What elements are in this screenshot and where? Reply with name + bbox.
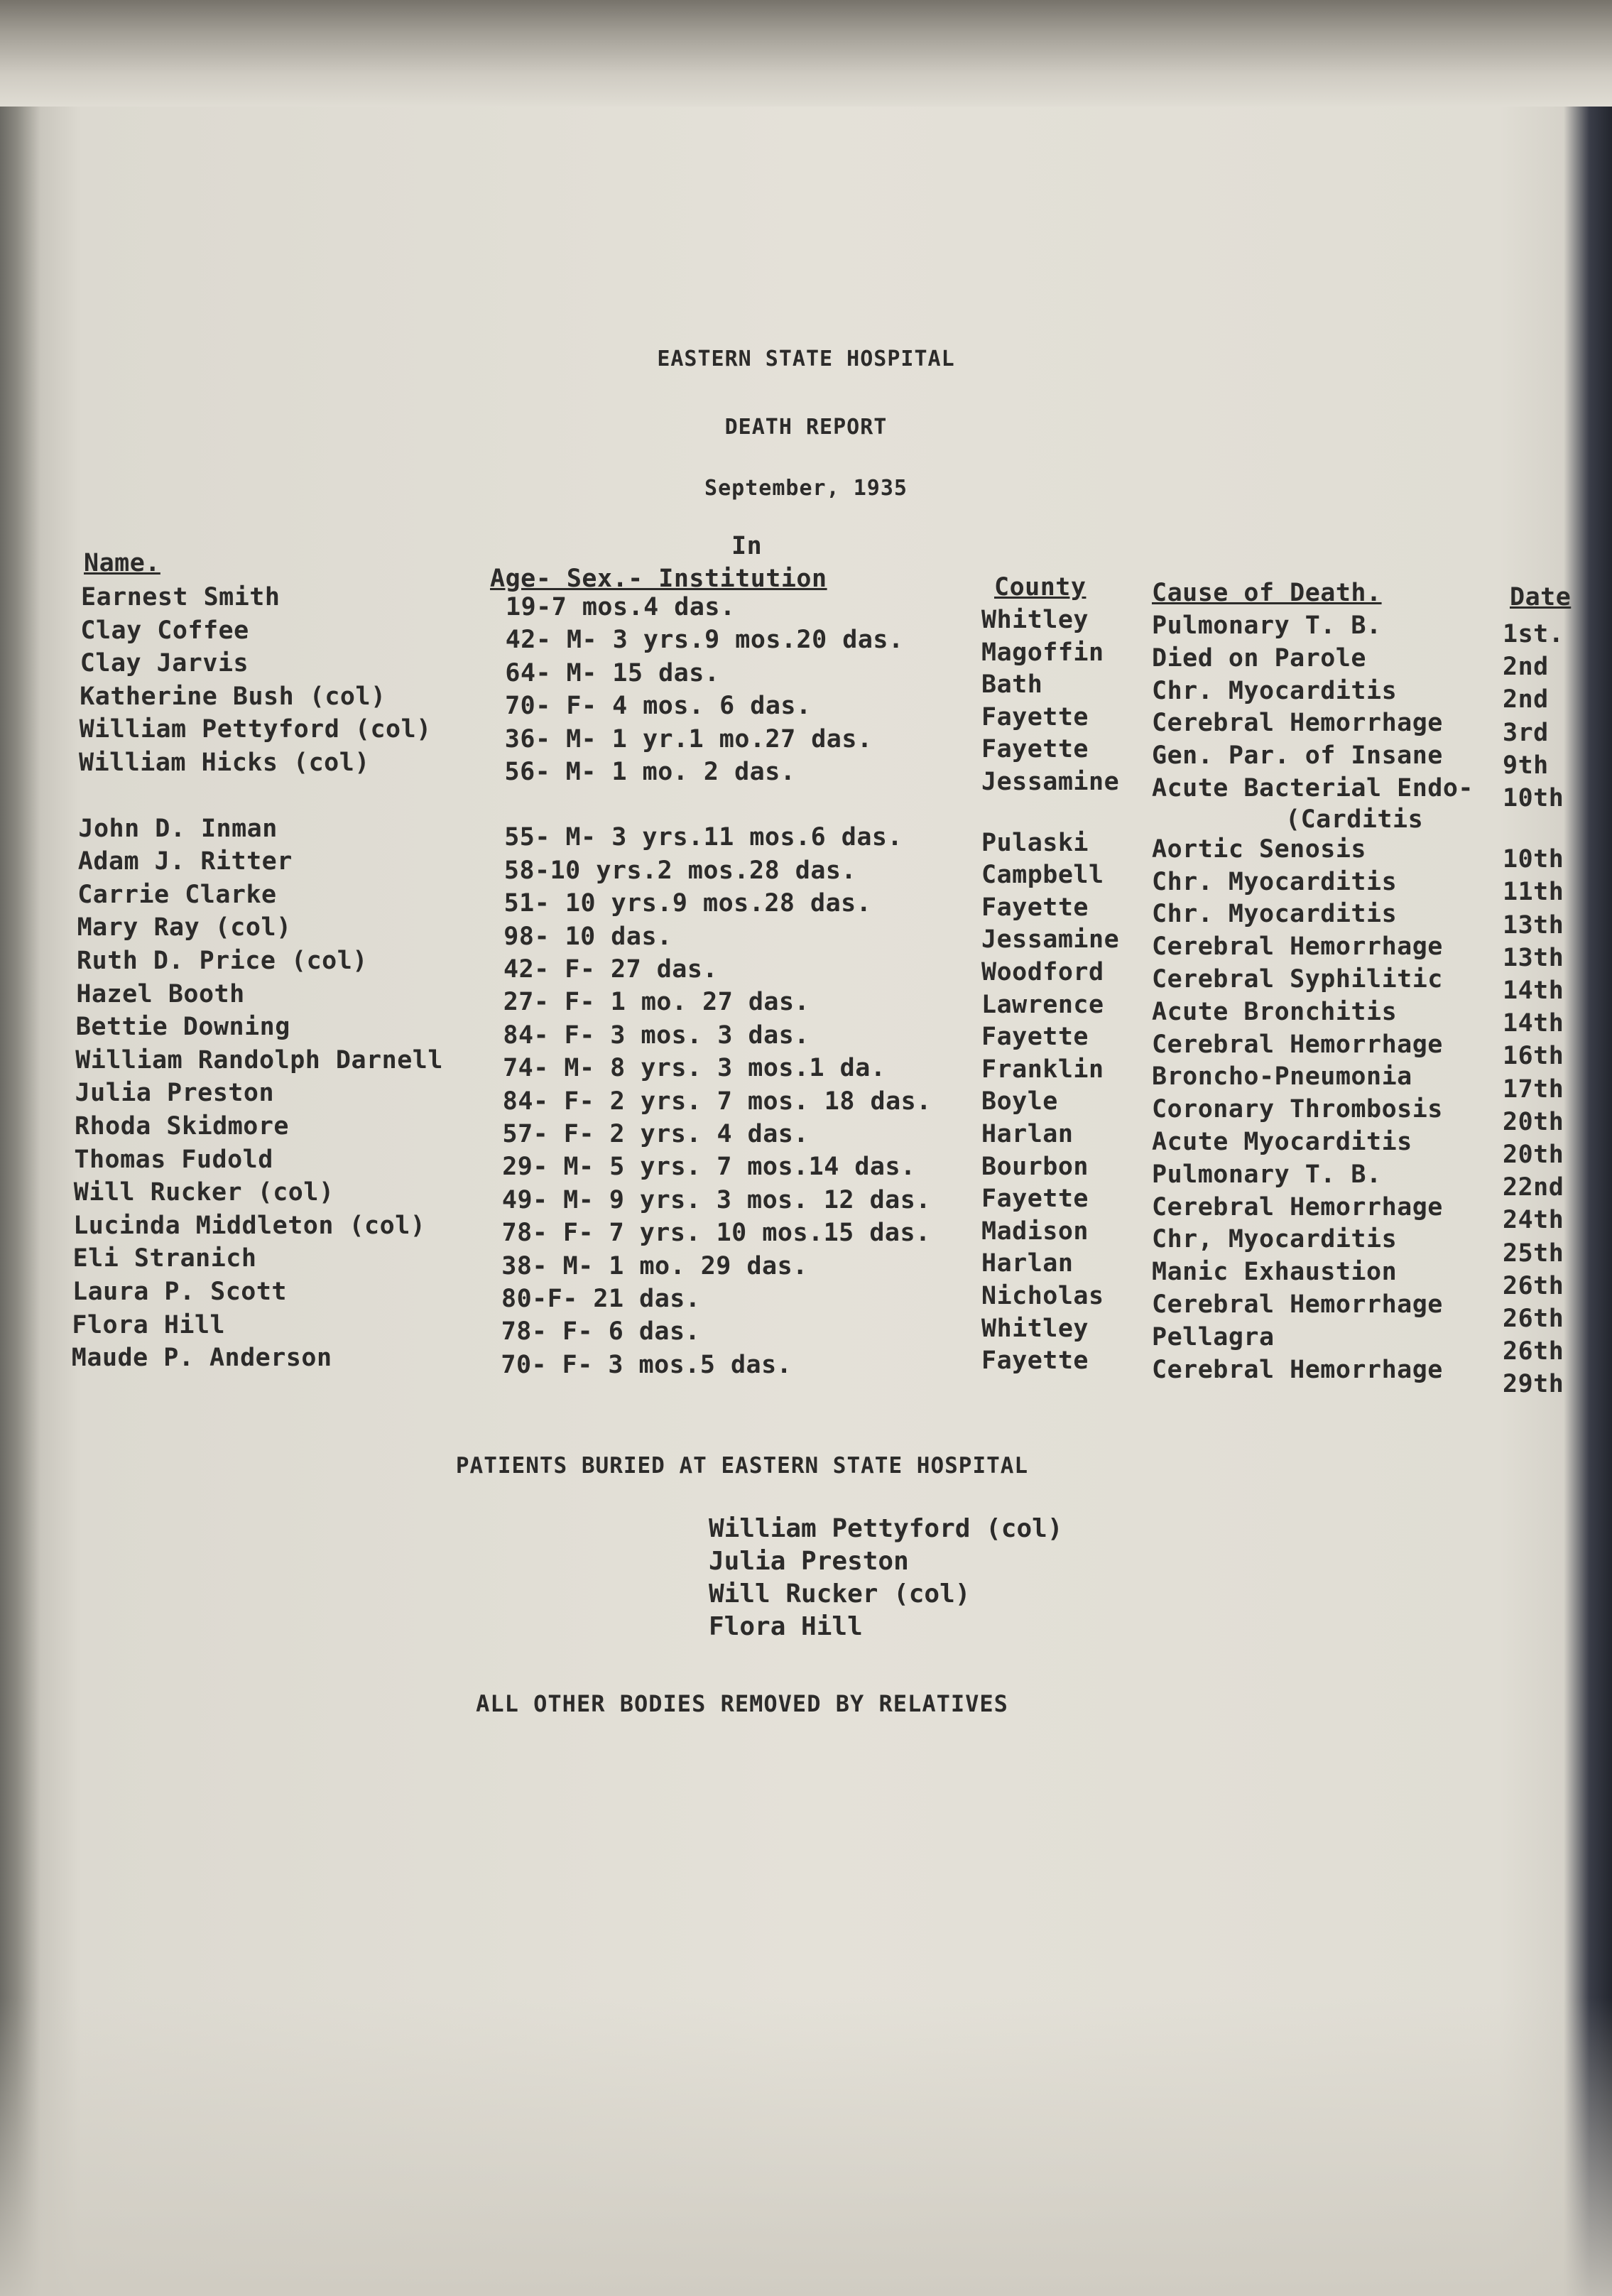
row-cause: Chr. Myocarditis bbox=[1152, 867, 1398, 896]
row-date: 22nd bbox=[1503, 1173, 1564, 1202]
header-county: County bbox=[994, 573, 1087, 602]
buried-name: William Pettyford (col) bbox=[709, 1514, 1063, 1543]
row-date: 13th bbox=[1503, 910, 1564, 940]
report-heading: EASTERN STATE HOSPITAL bbox=[657, 347, 955, 371]
row-county: Harlan bbox=[981, 1249, 1074, 1278]
row-age-sex: 38- M- 1 mo. 29 das. bbox=[501, 1251, 808, 1280]
buried-list bbox=[709, 1513, 1063, 1643]
row-county: Campbell bbox=[981, 861, 1104, 890]
row-cause: Chr. Myocarditis bbox=[1152, 900, 1398, 929]
buried-name: Flora Hill bbox=[709, 1612, 863, 1641]
row-cause: Cerebral Hemorrhage bbox=[1152, 1192, 1443, 1222]
row-name: Earnest Smith bbox=[81, 583, 281, 611]
row-cause: Acute Bacterial Endo- bbox=[1152, 774, 1474, 802]
row-age-sex: 58-10 yrs.2 mos.28 das. bbox=[503, 856, 857, 885]
row-date: 2nd bbox=[1503, 653, 1549, 682]
row-county: Pulaski bbox=[981, 828, 1089, 857]
row-name: Rhoda Skidmore bbox=[75, 1112, 290, 1141]
row-age-sex: 19-7 mos.4 das. bbox=[506, 593, 736, 621]
row-age-sex: 27- F- 1 mo. 27 das. bbox=[503, 988, 810, 1017]
row-county: Boyle bbox=[981, 1087, 1058, 1116]
row-age-sex: 70- F- 4 mos. 6 das. bbox=[505, 692, 812, 721]
row-name: Lucinda Middleton (col) bbox=[73, 1211, 426, 1240]
row-county: Fayette bbox=[981, 1346, 1089, 1376]
row-age-sex: 78- F- 6 das. bbox=[501, 1317, 701, 1346]
row-cause: Cerebral Hemorrhage bbox=[1152, 932, 1443, 962]
row-county: Whitley bbox=[981, 606, 1089, 634]
row-name: Carrie Clarke bbox=[77, 880, 277, 909]
row-cause: Cerebral Hemorrhage bbox=[1152, 1030, 1443, 1059]
row-age-sex: 64- M- 15 das. bbox=[505, 658, 720, 687]
row-date: 9th bbox=[1503, 751, 1549, 780]
report-footer: ALL OTHER BODIES REMOVED BY RELATIVES bbox=[476, 1690, 1008, 1717]
row-county: Fayette bbox=[981, 735, 1089, 764]
row-age-sex: 84- F- 3 mos. 3 das. bbox=[503, 1021, 810, 1050]
row-county: Woodford bbox=[981, 958, 1104, 986]
row-date: 26th bbox=[1503, 1337, 1564, 1366]
row-name: Bettie Downing bbox=[75, 1013, 290, 1042]
row-age-sex: 29- M- 5 yrs. 7 mos.14 das. bbox=[502, 1153, 916, 1182]
row-county: Magoffin bbox=[981, 638, 1104, 667]
row-age-sex: 36- M- 1 yr.1 mo.27 das. bbox=[504, 724, 873, 753]
row-age-sex: 80-F- 21 das. bbox=[501, 1285, 701, 1313]
row-age-sex: 49- M- 9 yrs. 3 mos. 12 das. bbox=[501, 1185, 931, 1214]
row-date: 25th bbox=[1503, 1239, 1564, 1268]
row-date: 10th bbox=[1503, 784, 1564, 812]
row-cause: Aortic Senosis bbox=[1152, 834, 1367, 864]
report-subheading: DEATH REPORT bbox=[724, 415, 888, 440]
row-name: William Randolph Darnell bbox=[75, 1045, 443, 1074]
row-name: Laura P. Scott bbox=[72, 1278, 288, 1306]
row-date: 1st. bbox=[1503, 620, 1564, 648]
row-date: 14th bbox=[1503, 976, 1564, 1005]
row-cause: Acute Myocarditis bbox=[1152, 1128, 1412, 1156]
row-name: Flora Hill bbox=[72, 1310, 226, 1339]
row-date: 3rd bbox=[1503, 718, 1549, 747]
row-name: William Pettyford (col) bbox=[79, 715, 432, 744]
header-cause: Cause of Death. bbox=[1152, 579, 1382, 607]
row-name: Adam J. Ritter bbox=[77, 847, 293, 876]
row-cause: Broncho-Pneumonia bbox=[1152, 1062, 1412, 1092]
row-county: Nicholas bbox=[981, 1282, 1104, 1310]
row-age-sex: 42- M- 3 yrs.9 mos.20 das. bbox=[505, 626, 904, 655]
row-cause: Pellagra bbox=[1152, 1322, 1275, 1351]
row-name: Hazel Booth bbox=[76, 979, 245, 1008]
row-age-sex: 74- M- 8 yrs. 3 mos.1 da. bbox=[503, 1054, 886, 1083]
row-county: Jessamine bbox=[981, 925, 1120, 954]
report-period: September, 1935 bbox=[704, 476, 908, 501]
buried-name: Will Rucker (col) bbox=[709, 1579, 971, 1609]
row-county: Harlan bbox=[981, 1120, 1074, 1148]
row-date: 14th bbox=[1503, 1009, 1564, 1038]
row-name: Ruth D. Price (col) bbox=[77, 947, 368, 975]
row-cause: Cerebral Hemorrhage bbox=[1152, 709, 1443, 738]
header-age-sex: Age- Sex.- Institution bbox=[490, 565, 827, 593]
row-cause: Manic Exhaustion bbox=[1152, 1258, 1398, 1287]
row-name: Mary Ray (col) bbox=[77, 913, 292, 942]
row-county: Bath bbox=[981, 670, 1043, 700]
row-county: Fayette bbox=[981, 893, 1089, 922]
row-age-sex: 70- F- 3 mos.5 das. bbox=[501, 1350, 793, 1379]
row-date: 20th bbox=[1503, 1141, 1564, 1169]
row-date: 26th bbox=[1503, 1305, 1564, 1333]
row-age-sex: 56- M- 1 mo. 2 das. bbox=[504, 758, 796, 786]
row-date: 20th bbox=[1503, 1107, 1564, 1136]
row-cause: Gen. Par. of Insane bbox=[1152, 741, 1443, 771]
header-name: Name. bbox=[84, 549, 160, 577]
row-county: Fayette bbox=[981, 1185, 1089, 1214]
row-name: John D. Inman bbox=[78, 814, 278, 843]
row-age-sex: 78- F- 7 yrs. 10 mos.15 das. bbox=[501, 1219, 931, 1248]
row-county: Jessamine bbox=[981, 768, 1120, 796]
row-name: Thomas Fudold bbox=[74, 1145, 273, 1174]
row-age-sex: 98- 10 das. bbox=[503, 922, 672, 951]
buried-title: PATIENTS BURIED AT EASTERN STATE HOSPITAL bbox=[455, 1453, 1029, 1479]
row-date: 29th bbox=[1503, 1370, 1564, 1399]
row-name: Clay Coffee bbox=[80, 616, 249, 645]
row-name: Clay Jarvis bbox=[80, 649, 249, 678]
row-age-sex: 84- F- 2 yrs. 7 mos. 18 das. bbox=[502, 1087, 932, 1116]
row-cause: Cerebral Hemorrhage bbox=[1152, 1355, 1443, 1384]
header-in: In bbox=[731, 532, 763, 560]
row-name: Maude P. Anderson bbox=[71, 1344, 332, 1373]
row-age-sex: 51- 10 yrs.9 mos.28 das. bbox=[503, 889, 872, 918]
row-name: Eli Stranich bbox=[72, 1244, 257, 1273]
row-date: 13th bbox=[1503, 943, 1564, 972]
row-cause: Chr. Myocarditis bbox=[1152, 676, 1398, 705]
row-date: 2nd bbox=[1503, 685, 1549, 714]
row-date: 17th bbox=[1503, 1074, 1564, 1104]
row-cause: Coronary Thrombosis bbox=[1152, 1095, 1443, 1124]
row-date: 26th bbox=[1503, 1271, 1564, 1300]
row-date: 11th bbox=[1503, 878, 1564, 907]
row-county: Bourbon bbox=[981, 1152, 1089, 1181]
row-age-sex: 42- F- 27 das. bbox=[503, 955, 719, 984]
row-cause: Acute Bronchitis bbox=[1152, 997, 1398, 1026]
row-cause: Pulmonary T. B. bbox=[1152, 1160, 1382, 1189]
header-date: Date bbox=[1510, 583, 1572, 611]
row-county: Madison bbox=[981, 1217, 1089, 1246]
row-county: Fayette bbox=[981, 702, 1089, 731]
row-name: Will Rucker (col) bbox=[73, 1178, 334, 1207]
row-age-sex: 55- M- 3 yrs.11 mos.6 das. bbox=[504, 823, 903, 852]
row-cause: Pulmonary T. B. bbox=[1152, 611, 1382, 640]
row-date: 10th bbox=[1503, 845, 1564, 874]
row-county: Whitley bbox=[981, 1314, 1089, 1343]
row-date: 16th bbox=[1503, 1042, 1564, 1071]
row-county: Franklin bbox=[981, 1055, 1104, 1084]
row-county: Lawrence bbox=[981, 990, 1104, 1019]
row-cause-continued: (Carditis bbox=[1285, 805, 1424, 834]
row-cause: Cerebral Hemorrhage bbox=[1152, 1290, 1443, 1319]
row-name: William Hicks (col) bbox=[79, 749, 370, 777]
row-name: Julia Preston bbox=[75, 1079, 275, 1108]
row-cause: Cerebral Syphilitic bbox=[1152, 965, 1443, 994]
row-cause: Chr, Myocarditis bbox=[1152, 1225, 1398, 1254]
row-age-sex: 57- F- 2 yrs. 4 das. bbox=[502, 1120, 809, 1148]
row-county: Fayette bbox=[981, 1023, 1089, 1052]
row-date: 24th bbox=[1503, 1206, 1564, 1235]
buried-name: Julia Preston bbox=[709, 1547, 909, 1576]
row-name: Katherine Bush (col) bbox=[80, 682, 386, 711]
row-cause: Died on Parole bbox=[1152, 643, 1367, 673]
